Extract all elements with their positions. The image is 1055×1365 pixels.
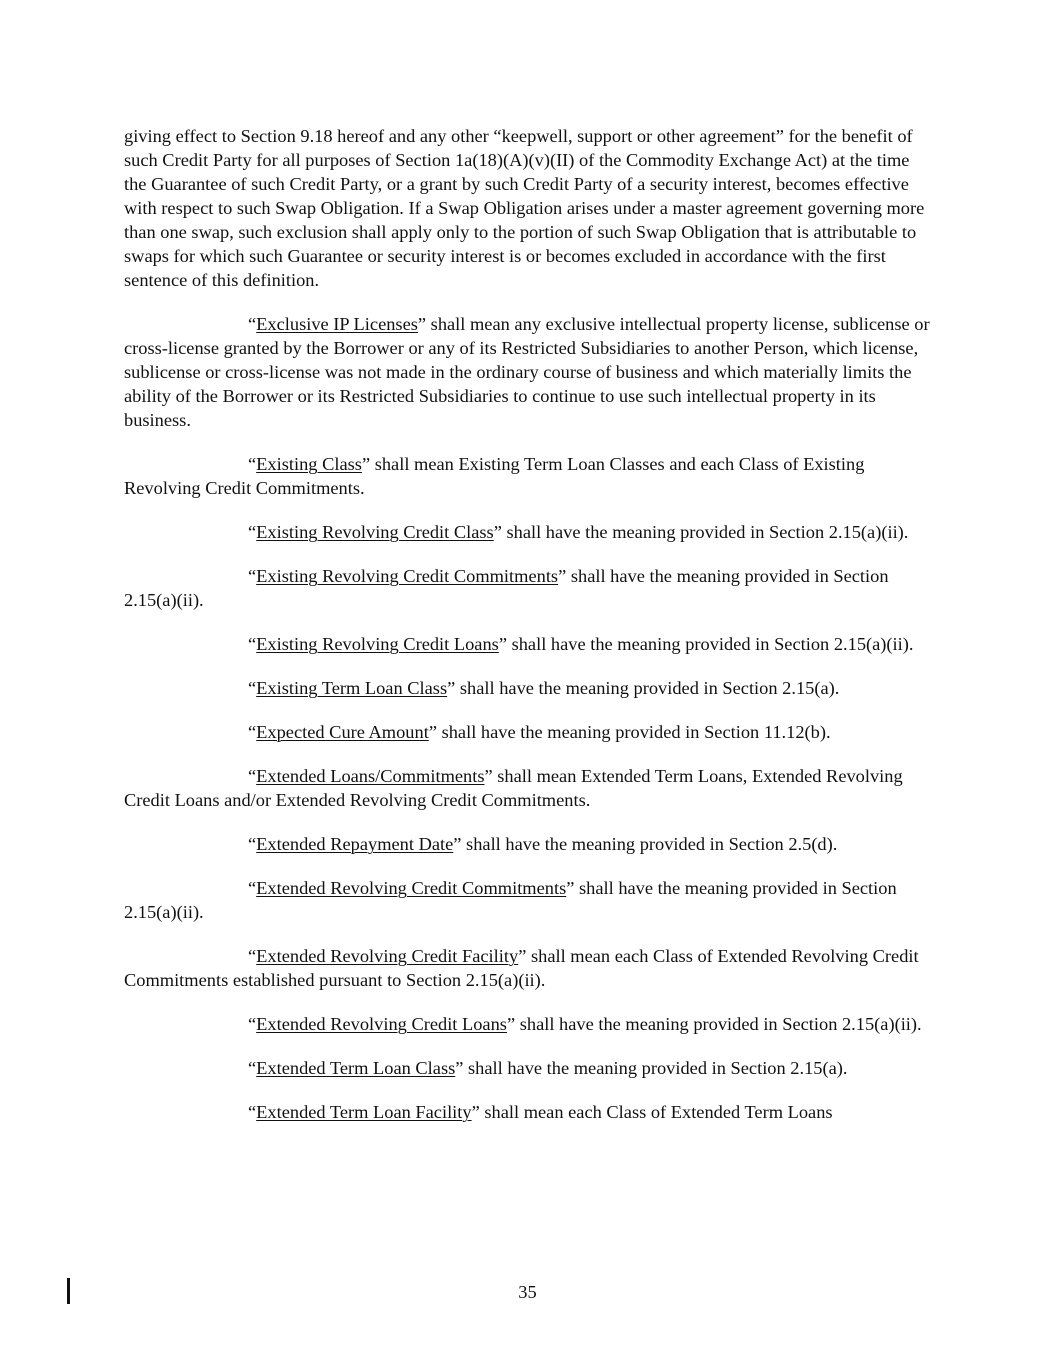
- definition-text: ” shall mean any exclusive intellectual property license, sublicense or cross-license granted by the Borrower or any of its Restricted Subsidiaries to another Person, which license, sublicense or cross-license was not made in the ordinary course of business and which materially limits the ability of the Borrower or its Restricted Subsidiaries to continue to use such intellectual property in its business.: [124, 314, 930, 430]
- definition-text: ” shall have the meaning provided in Section 2.5(d).: [453, 834, 838, 854]
- defined-term: Extended Repayment Date: [256, 834, 454, 854]
- definition-extended-revolving-credit-commitments: “Extended Revolving Credit Commitments” shall have the meaning provided in Section 2.15(a)(ii).: [124, 878, 897, 922]
- definition-existing-term-loan-class: “Existing Term Loan Class” shall have the meaning provided in Section 2.15(a).: [248, 678, 840, 698]
- definition-extended-revolving-credit-loans: “Extended Revolving Credit Loans” shall have the meaning provided in Section 2.15(a)(ii).: [248, 1014, 922, 1034]
- page-number: 35: [518, 1282, 537, 1302]
- definition-existing-revolving-credit-loans: “Existing Revolving Credit Loans” shall have the meaning provided in Section 2.15(a)(ii).: [248, 634, 914, 654]
- definition-text: ” shall have the meaning provided in Section 11.12(b).: [428, 722, 831, 742]
- definition-expected-cure-amount: “Expected Cure Amount” shall have the meaning provided in Section 11.12(b).: [248, 722, 831, 742]
- defined-term: Existing Term Loan Class: [256, 678, 448, 698]
- definition-text: ” shall have the meaning provided in Section 2.15(a)(ii).: [124, 566, 889, 610]
- defined-term: Existing Revolving Credit Commitments: [256, 566, 559, 586]
- defined-term: Expected Cure Amount: [256, 722, 429, 742]
- defined-term: Existing Revolving Credit Class: [256, 522, 494, 542]
- definition-text: ” shall have the meaning provided in Section 2.15(a)(ii).: [124, 878, 897, 922]
- definition-existing-revolving-credit-commitments: “Existing Revolving Credit Commitments” shall have the meaning provided in Section 2.15(a)(ii).: [124, 566, 889, 610]
- defined-term: Extended Revolving Credit Facility: [256, 946, 519, 966]
- definition-existing-revolving-credit-class: “Existing Revolving Credit Class” shall have the meaning provided in Section 2.15(a)(ii).: [248, 522, 909, 542]
- definition-extended-repayment-date: “Extended Repayment Date” shall have the meaning provided in Section 2.5(d).: [248, 834, 838, 854]
- definition-extended-loans-commitments: “Extended Loans/Commitments” shall mean Extended Term Loans, Extended Revolving Credit Loans and/or Extended Revolving Credit Commitments.: [124, 766, 903, 810]
- definition-text: ” shall mean each Class of Extended Revolving Credit Commitments established pursuant to Section 2.15(a)(ii).: [124, 946, 919, 990]
- document-body: [124, 124, 936, 1144]
- defined-term: Exclusive IP Licenses: [256, 314, 418, 334]
- definition-text: ” shall mean Existing Term Loan Classes and each Class of Existing Revolving Credit Commitments.: [124, 454, 865, 498]
- defined-term: Extended Loans/Commitments: [256, 766, 485, 786]
- definition-text: ” shall have the meaning provided in Section 2.15(a)(ii).: [506, 1014, 922, 1034]
- defined-term: Extended Revolving Credit Loans: [256, 1014, 507, 1034]
- definition-existing-class: “Existing Class” shall mean Existing Term Loan Classes and each Class of Existing Revolving Credit Commitments.: [124, 454, 865, 498]
- definition-extended-revolving-credit-facility: “Extended Revolving Credit Facility” shall mean each Class of Extended Revolving Credit Commitments established pursuant to Section 2.15(a)(ii).: [124, 946, 919, 990]
- definition-extended-term-loan-class: “Extended Term Loan Class” shall have the meaning provided in Section 2.15(a).: [248, 1058, 848, 1078]
- definition-text: ” shall mean Extended Term Loans, Extended Revolving Credit Loans and/or Extended Revolving Credit Commitments.: [124, 766, 903, 810]
- definition-text: ” shall have the meaning provided in Section 2.15(a)(ii).: [498, 634, 914, 654]
- continued-paragraph: giving effect to Section 9.18 hereof and any other “keepwell, support or other agreement” for the benefit of such Credit Party for all purposes of Section 1a(18)(A)(v)(II) of the Commodity Exchange Act) at the time the Guarantee of such Credit Party, or a grant by such Credit Party of a security interest, becomes effective with respect to such Swap Obligation. If a Swap Obligation arises under a master agreement governing more than one swap, such exclusion shall apply only to the portion of such Swap Obligation that is attributable to swaps for which such Guarantee or security interest is or becomes excluded in accordance with the first sentence of this definition.: [124, 126, 925, 290]
- definition-text: ” shall mean each Class of Extended Term Loans: [471, 1102, 833, 1122]
- defined-term: Extended Term Loan Class: [256, 1058, 456, 1078]
- definition-text: ” shall have the meaning provided in Section 2.15(a).: [447, 678, 840, 698]
- defined-term: Extended Revolving Credit Commitments: [256, 878, 567, 898]
- defined-term: Existing Revolving Credit Loans: [256, 634, 499, 654]
- definition-extended-term-loan-facility: “Extended Term Loan Facility” shall mean each Class of Extended Term Loans: [248, 1102, 833, 1122]
- definition-text: ” shall have the meaning provided in Section 2.15(a)(ii).: [493, 522, 909, 542]
- definition-text: ” shall have the meaning provided in Section 2.15(a).: [455, 1058, 848, 1078]
- definition-exclusive-ip-licenses: “Exclusive IP Licenses” shall mean any exclusive intellectual property license, sublicense or cross-license granted by the Borrower or any of its Restricted Subsidiaries to another Person, which license, sublicense or cross-license was not made in the ordinary course of business and which materially limits the ability of the Borrower or its Restricted Subsidiaries to continue to use such intellectual property in its business.: [124, 314, 930, 430]
- defined-term: Extended Term Loan Facility: [256, 1102, 472, 1122]
- defined-term: Existing Class: [256, 454, 362, 474]
